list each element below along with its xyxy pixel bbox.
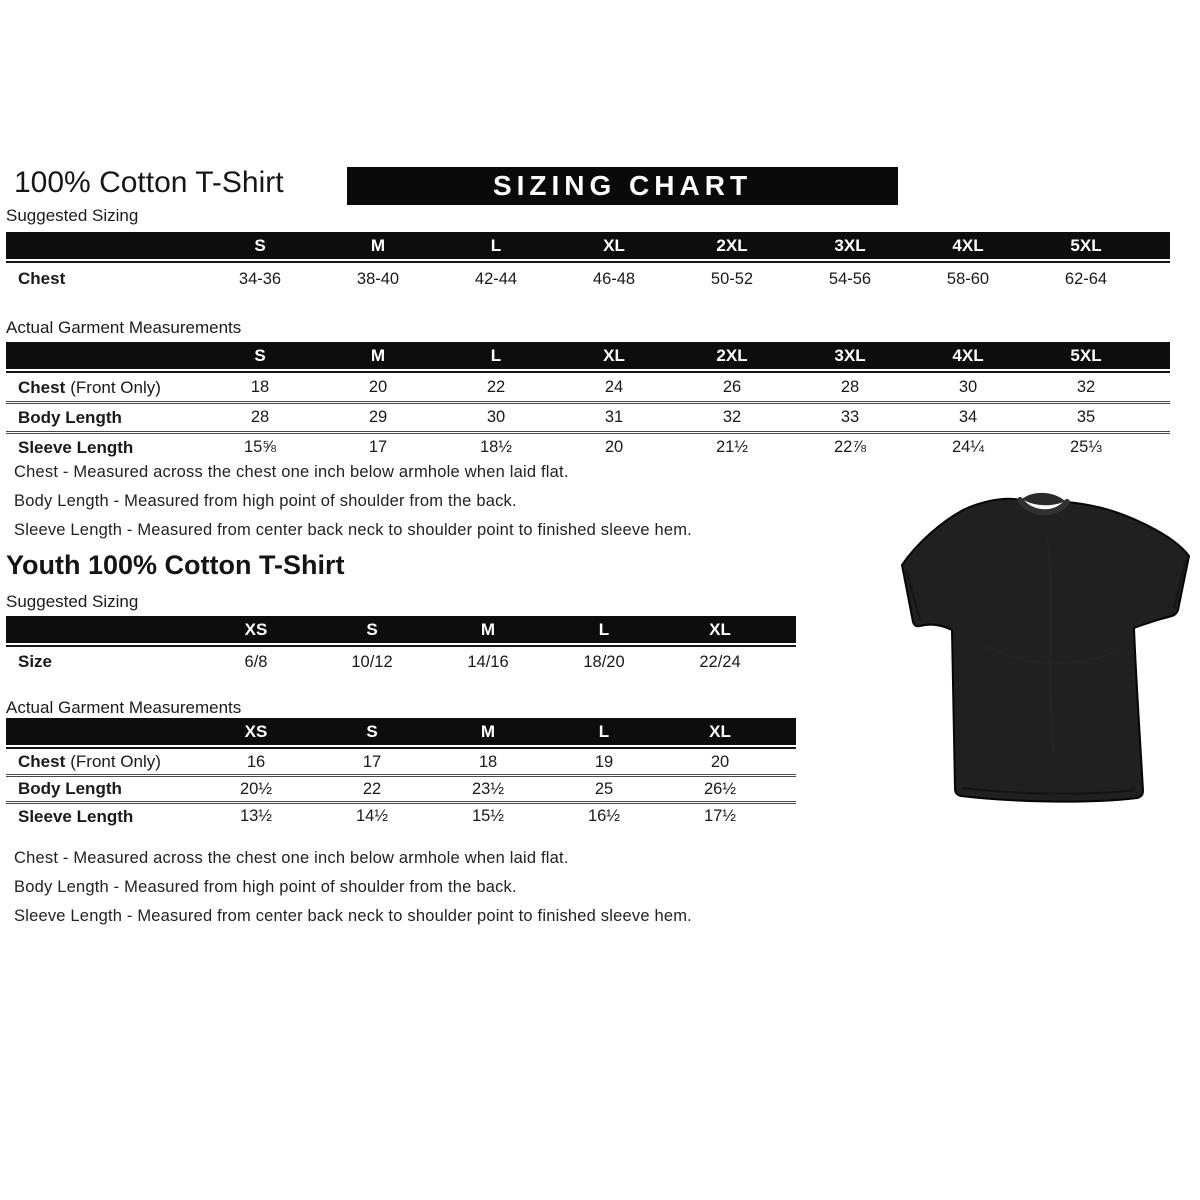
- value-cell: 35: [1076, 408, 1096, 426]
- youth-size-row: [6, 648, 796, 676]
- col-header: 3XL: [834, 345, 866, 365]
- col-header: 5XL: [1070, 235, 1102, 255]
- sizing-chart-banner: [347, 167, 898, 205]
- measurement-note: Chest - Measured across the chest one inch below armhole when laid flat.: [14, 463, 569, 481]
- adult-body-length-row: [6, 404, 1170, 434]
- adult-sleeve-length-row: [6, 434, 1170, 461]
- col-header: S: [254, 345, 266, 365]
- col-header: XL: [603, 235, 625, 255]
- value-cell: 22: [486, 378, 506, 396]
- row-label: Chest: [18, 269, 66, 288]
- value-cell: 18½: [479, 438, 513, 456]
- col-header: S: [254, 235, 266, 255]
- col-header: XS: [244, 619, 268, 639]
- col-header: S: [366, 721, 378, 741]
- value-cell: 13½: [239, 807, 273, 825]
- youth-body-length-row: [6, 777, 796, 804]
- col-header: M: [370, 345, 386, 365]
- value-cell: 14/16: [467, 652, 509, 671]
- value-cell: 20: [604, 438, 624, 456]
- value-cell: 29: [368, 408, 388, 426]
- value-cell: 30: [958, 378, 978, 396]
- value-cell: 21½: [715, 438, 749, 456]
- col-header: L: [598, 619, 610, 639]
- value-cell: 22: [362, 779, 382, 798]
- value-cell: 24¼: [951, 438, 985, 456]
- row-label: Sleeve Length: [18, 437, 134, 457]
- adult-chest-front-row: [6, 374, 1170, 404]
- measurement-note: Chest - Measured across the chest one inch below armhole when laid flat.: [14, 849, 569, 867]
- col-header: 2XL: [716, 345, 748, 365]
- value-cell: 17: [362, 752, 382, 771]
- value-cell: 19: [594, 752, 614, 771]
- value-cell: 18: [478, 752, 498, 771]
- value-cell: 33: [840, 408, 860, 426]
- value-cell: 28: [250, 408, 270, 426]
- col-header: XL: [603, 345, 625, 365]
- value-cell: 18: [250, 378, 270, 396]
- adult-suggested-chest-row: [6, 265, 1170, 293]
- value-cell: 50-52: [710, 269, 754, 288]
- value-cell: 20½: [239, 779, 273, 798]
- sizing-chart-banner-label: SIZING CHART: [492, 170, 753, 201]
- value-cell: 22⅞: [833, 438, 867, 456]
- black-tshirt-image: [896, 474, 1196, 808]
- value-cell: 20: [710, 752, 730, 771]
- value-cell: 14½: [355, 807, 389, 825]
- value-cell: 62-64: [1064, 269, 1108, 288]
- value-cell: 23½: [471, 779, 505, 798]
- col-header: S: [366, 619, 378, 639]
- adult-actual-header-row: [6, 342, 1170, 369]
- adult-suggested-sizing-label: Suggested Sizing: [6, 206, 139, 225]
- col-header: M: [480, 619, 496, 639]
- col-header: 3XL: [834, 235, 866, 255]
- col-header: 2XL: [716, 235, 748, 255]
- value-cell: 18/20: [583, 652, 625, 671]
- value-cell: 26½: [703, 779, 737, 798]
- value-cell: 22/24: [699, 652, 741, 671]
- measurement-note: Body Length - Measured from high point of shoulder from the back.: [14, 878, 517, 896]
- value-cell: 17: [368, 438, 388, 456]
- col-header: L: [490, 345, 502, 365]
- row-label: Chest (Front Only): [18, 377, 161, 397]
- value-cell: 28: [840, 378, 860, 396]
- value-cell: 20: [368, 378, 388, 396]
- col-header: M: [480, 721, 496, 741]
- adult-suggested-header-row: [6, 232, 1170, 259]
- youth-actual-measurements-label: Actual Garment Measurements: [6, 698, 242, 717]
- row-label: Body Length: [18, 779, 122, 798]
- youth-chest-front-row: [6, 750, 796, 777]
- value-cell: 10/12: [351, 652, 393, 671]
- row-label: Chest (Front Only): [18, 752, 161, 771]
- col-header: 4XL: [952, 235, 984, 255]
- col-header: L: [490, 235, 502, 255]
- measurement-note: Sleeve Length - Measured from center back neck to shoulder point to finished sleeve hem.: [14, 521, 692, 539]
- value-cell: 15⅝: [243, 438, 277, 456]
- row-label: Sleeve Length: [18, 806, 134, 826]
- value-cell: 31: [604, 408, 624, 426]
- col-header: M: [370, 235, 386, 255]
- value-cell: 58-60: [946, 269, 990, 288]
- col-header: XL: [709, 721, 731, 741]
- value-cell: 16½: [587, 807, 621, 825]
- col-header: L: [598, 721, 610, 741]
- value-cell: 17½: [703, 807, 737, 825]
- row-label: Body Length: [18, 407, 122, 427]
- measurement-note: Sleeve Length - Measured from center back neck to shoulder point to finished sleeve hem.: [14, 907, 692, 925]
- value-cell: 24: [604, 378, 624, 396]
- value-cell: 16: [246, 752, 266, 771]
- youth-suggested-header-row: [6, 616, 796, 643]
- value-cell: 32: [722, 408, 742, 426]
- adult-actual-measurements-label: Actual Garment Measurements: [6, 318, 242, 337]
- value-cell: 46-48: [592, 269, 636, 288]
- row-label-note: (Front Only): [70, 377, 161, 397]
- col-header: XS: [244, 721, 268, 741]
- value-cell: 15½: [471, 807, 505, 825]
- row-label: Size: [18, 652, 53, 671]
- page-title: 100% Cotton T-Shirt: [14, 166, 284, 199]
- youth-sleeve-length-row: [6, 804, 796, 829]
- col-header: 5XL: [1070, 345, 1102, 365]
- value-cell: 54-56: [828, 269, 872, 288]
- value-cell: 38-40: [356, 269, 400, 288]
- value-cell: 6/8: [244, 652, 268, 671]
- youth-section-title: Youth 100% Cotton T-Shirt: [6, 550, 345, 580]
- value-cell: 25: [594, 779, 614, 798]
- value-cell: 25⅓: [1069, 438, 1103, 456]
- measurement-note: Body Length - Measured from high point of shoulder from the back.: [14, 492, 517, 510]
- youth-suggested-sizing-label: Suggested Sizing: [6, 592, 139, 611]
- youth-actual-header-row: [6, 718, 796, 745]
- col-header: XL: [709, 619, 731, 639]
- value-cell: 32: [1076, 378, 1096, 396]
- value-cell: 34-36: [238, 269, 282, 288]
- value-cell: 30: [486, 408, 506, 426]
- col-header: 4XL: [952, 345, 984, 365]
- value-cell: 34: [958, 408, 978, 426]
- value-cell: 26: [722, 378, 742, 396]
- row-label-note: (Front Only): [70, 752, 161, 771]
- value-cell: 42-44: [474, 269, 518, 288]
